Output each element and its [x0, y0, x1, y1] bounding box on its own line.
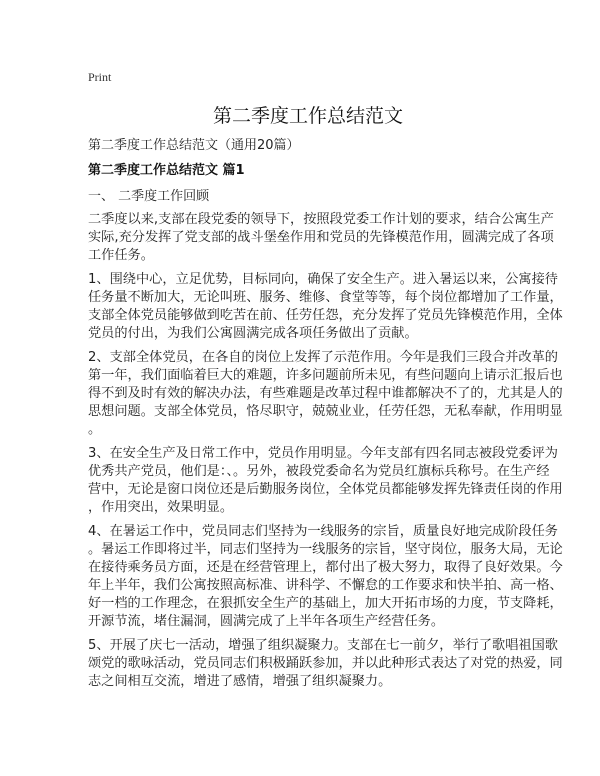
- paragraph-line: 好一档的工作理念，在狠抓安全生产的基础上，加大开拓市场的力度，节支降耗，: [88, 596, 563, 611]
- paragraph-line: 优秀共产党员，他们是：、。另外，被段党委命名为党员红旗标兵称号。在生产经: [88, 464, 550, 479]
- paragraph-line: 营中，无论是窗口岗位还是后勤服务岗位，全体党员都能够发挥先锋责任岗的作用: [88, 482, 563, 497]
- paragraph-line: 2、支部全体党员，在各自的岗位上发挥了示范作用。今年是我们三段合并改革的: [88, 350, 558, 365]
- paragraph-line: 4、在暑运工作中，党员同志们坚持为一线服务的宗旨，质量良好地完成阶段任务: [88, 524, 558, 539]
- paragraph-line: 工作任务。: [88, 248, 154, 263]
- print-link[interactable]: Print: [88, 70, 112, 84]
- paragraph-line: 支部全体党员能够做到吃苦在前、任劳任怨，充分发挥了党员先锋模范作用，全体: [88, 308, 563, 323]
- paragraph-line: 。暑运工作即将过半，同志们坚持为一线服务的宗旨，坚守岗位，服务大局，无论: [88, 542, 563, 557]
- paragraph-line: 任务量不断加大，无论叫班、服务、维修、食堂等等，每个岗位都增加了工作量，: [88, 290, 563, 305]
- paragraph-line: 3、在安全生产及日常工作中，党员作用明显。今年支部有四名同志被段党委评为: [88, 446, 558, 461]
- article-body: [88, 211, 563, 697]
- paragraph-line: 5、开展了庆七一活动，增强了组织凝聚力。支部在七一前夕，举行了歌唱祖国歌: [88, 638, 558, 653]
- paragraph-line: 二季度以来,支部在段党委的领导下，按照段党委工作计划的要求，结合公寓生产: [88, 212, 554, 227]
- paragraph: [88, 445, 563, 517]
- paragraph: [88, 349, 563, 439]
- subtitle: 第二季度工作总结范文（通用20篇）: [88, 138, 300, 153]
- paragraph: [88, 271, 563, 343]
- paragraph-line: 1、围绕中心，立足优势，目标同向，确保了安全生产。进入暑运以来，公寓接待: [88, 272, 558, 287]
- paragraph: [88, 637, 563, 691]
- paragraph-line: 在接待乘务员方面，还是在经营管理上，都付出了极大努力，取得了良好效果。今: [88, 560, 563, 575]
- paragraph-line: 实际,充分发挥了党支部的战斗堡垒作用和党员的先锋模范作用，圆满完成了各项: [88, 230, 554, 245]
- paragraph: [88, 523, 563, 631]
- paragraph-line: 思想问题。支部全体党员，恪尽职守，兢兢业业，任劳任怨，无私奉献，作用明显: [88, 404, 563, 419]
- section-heading: 一、 二季度工作回顾: [88, 189, 210, 204]
- page-title: 第二季度工作总结范文: [212, 105, 403, 127]
- paragraph-line: 颂党的歌咏活动，党员同志们积极踊跃参加，并以此种形式表达了对党的热爱，同: [88, 656, 563, 671]
- paragraph-line: 得不到及时有效的解决办法，有些难题是改革过程中谁都解决不了的，尤其是人的: [88, 386, 563, 401]
- paragraph-line: 第一年，我们面临着巨大的难题，许多问题前所未见，有些问题向上请示汇报后也: [88, 368, 563, 383]
- paragraph-line: ，作用突出，效果明显。: [88, 500, 234, 515]
- paragraph: [88, 211, 554, 265]
- paragraph-line: 年上半年，我们公寓按照高标准、讲科学、不懈怠的工作要求和快半拍、高一格、: [88, 578, 563, 593]
- paragraph-line: 开源节流，堵住漏洞，圆满完成了上半年各项生产经营任务。: [88, 614, 445, 629]
- paragraph-line: 党员的付出，为我们公寓圆满完成各项任务做出了贡献。: [88, 326, 418, 341]
- article-heading: 第二季度工作总结范文 篇1: [88, 163, 245, 178]
- paragraph-line: 志之间相互交流，增进了感情，增强了组织凝聚力。: [88, 674, 392, 689]
- paragraph-line: 。: [88, 422, 102, 437]
